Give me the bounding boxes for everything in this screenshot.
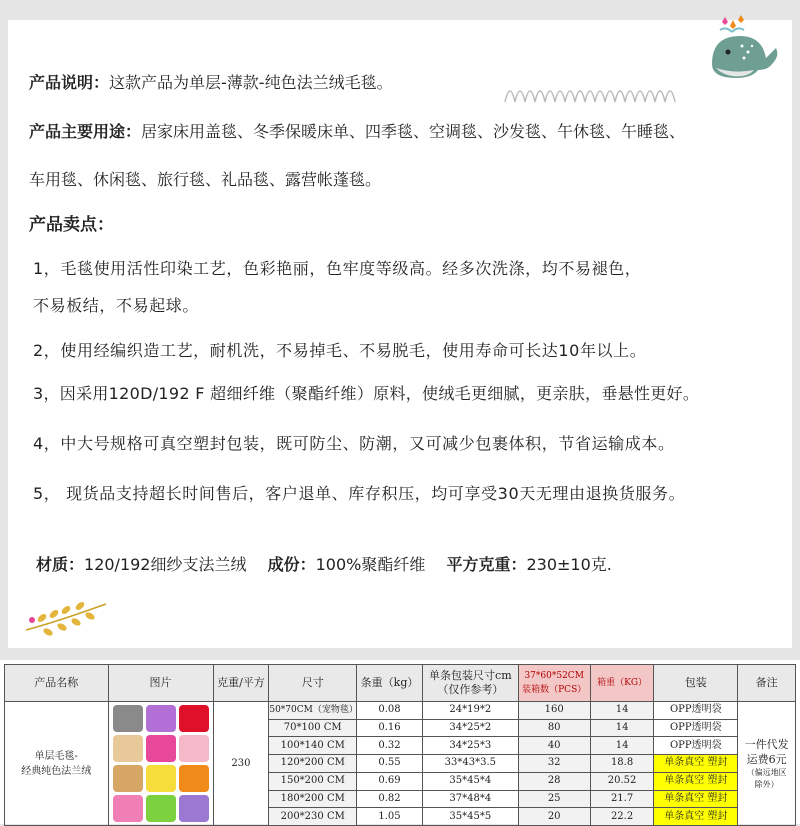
note-small: （偏远地区 除外）	[746, 767, 787, 789]
box-weight-cell: 22.2	[590, 808, 654, 826]
selling-point-3: 3，因采用120D/192 F 超细纤维（聚酯纤维）原料，使绒毛更细腻，更亲肤，垂悬性更好。	[33, 384, 700, 403]
blanket-color-swatch	[113, 705, 143, 732]
box-qty-cell: 25	[518, 790, 590, 808]
composition-label: 成份：	[267, 555, 316, 574]
specs-line	[36, 552, 628, 575]
box-weight-cell: 14	[590, 719, 654, 737]
weight-cell: 0.69	[357, 772, 423, 790]
blanket-color-swatch	[179, 765, 209, 792]
header-gsm: 克重/平方	[213, 665, 269, 702]
size-cell: 70*100 CM	[269, 719, 357, 737]
header-weight: 条重（kg）	[357, 665, 423, 702]
blanket-color-swatch	[146, 735, 176, 762]
packaging-cell: 单条真空 塑封	[654, 790, 738, 808]
usage-label: 产品主要用途：	[29, 122, 142, 141]
usage-line	[29, 119, 685, 142]
gsm-cell: 230	[213, 702, 269, 826]
description-text: 这款产品为单层-薄款-纯色法兰绒毛毯。	[109, 73, 393, 92]
note-main: 一件代发 运费6元	[744, 737, 789, 766]
blanket-color-swatch	[113, 735, 143, 762]
box-qty-cell: 40	[518, 737, 590, 755]
product-name-cell: 单层毛毯- 经典纯色法兰绒	[5, 702, 109, 826]
weight-cell: 1.05	[357, 808, 423, 826]
material-label: 材质：	[36, 555, 85, 574]
product-image-cell	[108, 702, 213, 826]
blanket-color-swatch	[146, 795, 176, 822]
selling-point-2: 2，使用经编织造工艺，耐机洗，不易掉毛、不易脱毛，使用寿命可长达10年以上。	[33, 341, 647, 360]
pack-size-cell: 37*48*4	[422, 790, 518, 808]
box-qty-cell: 20	[518, 808, 590, 826]
box-weight-cell: 14	[590, 702, 654, 720]
size-cell: 180*200 CM	[269, 790, 357, 808]
header-size: 尺寸	[269, 665, 357, 702]
weight-label: 平方克重：	[446, 555, 527, 574]
note-cell	[738, 702, 796, 826]
header-pack-size: 单条包装尺寸cm （仅作参考）	[422, 665, 518, 702]
weight-cell: 0.16	[357, 719, 423, 737]
pack-size-cell: 24*19*2	[422, 702, 518, 720]
box-weight-cell: 20.52	[590, 772, 654, 790]
composition-value: 100%聚酯纤维	[315, 555, 426, 574]
blanket-color-swatch	[113, 765, 143, 792]
spec-table-area	[0, 660, 800, 824]
box-qty-cell: 28	[518, 772, 590, 790]
selling-points-title: 产品卖点：	[29, 215, 114, 235]
selling-point-4: 4，中大号规格可真空塑封包装，既可防尘、防潮，又可减少包裹体积，节省运输成本。	[33, 434, 675, 453]
selling-point-5: 5， 现货品支持超长时间售后，客户退单、库存积压，均可享受30天无理由退换货服务。	[33, 484, 686, 503]
usage-line-2: 车用毯、休闲毯、旅行毯、礼品毯、露营帐蓬毯。	[29, 170, 382, 189]
header-packaging: 包装	[654, 665, 738, 702]
blanket-color-swatch	[146, 705, 176, 732]
selling-point-1-cont: 不易板结，不易起球。	[33, 296, 200, 315]
squiggle-decoration	[500, 72, 690, 112]
packaging-cell: 单条真空 塑封	[654, 755, 738, 773]
header-name: 产品名称	[5, 665, 109, 702]
blanket-color-swatch	[113, 795, 143, 822]
box-weight-cell: 18.8	[590, 755, 654, 773]
description-card	[8, 20, 792, 648]
box-qty-cell: 32	[518, 755, 590, 773]
table-row	[5, 702, 796, 720]
selling-point-1: 1，毛毯使用活性印染工艺，色彩艳丽，色牢度等级高。经多次洗涤，均不易褪色，	[33, 259, 642, 278]
size-cell: 120*200 CM	[269, 755, 357, 773]
pack-size-cell: 35*45*5	[422, 808, 518, 826]
leaf-branch-decoration	[22, 594, 112, 638]
pack-size-cell: 34*25*3	[422, 737, 518, 755]
description-label: 产品说明：	[29, 73, 110, 92]
blanket-color-swatch	[179, 795, 209, 822]
weight-cell: 0.32	[357, 737, 423, 755]
material-value: 120/192细纱支法兰绒	[84, 555, 247, 574]
blanket-color-swatch	[146, 765, 176, 792]
pack-size-cell: 33*43*3.5	[422, 755, 518, 773]
header-box-weight: 箱重（KG）	[590, 665, 654, 702]
box-weight-cell: 21.7	[590, 790, 654, 808]
box-weight-cell: 14	[590, 737, 654, 755]
size-cell: 100*140 CM	[269, 737, 357, 755]
header-box-qty: 37*60*52CM 装箱数（PCS）	[518, 665, 590, 702]
box-qty-cell: 80	[518, 719, 590, 737]
spec-table	[4, 664, 796, 826]
packaging-cell: 单条真空 塑封	[654, 808, 738, 826]
packaging-cell: OPP透明袋	[654, 737, 738, 755]
pack-size-cell: 35*45*4	[422, 772, 518, 790]
usage-text: 居家床用盖毯、冬季保暖床单、四季毯、空调毯、沙发毯、午休毯、午睡毯、	[141, 122, 686, 141]
weight-cell: 0.82	[357, 790, 423, 808]
box-qty-cell: 160	[518, 702, 590, 720]
size-cell: 50*70CM（宠物毯）	[269, 702, 357, 720]
color-swatch-grid	[109, 702, 213, 825]
size-cell: 150*200 CM	[269, 772, 357, 790]
header-image: 图片	[108, 665, 213, 702]
whale-icon	[702, 12, 784, 94]
pack-size-cell: 34*25*2	[422, 719, 518, 737]
size-cell: 200*230 CM	[269, 808, 357, 826]
table-header-row	[5, 665, 796, 702]
description-line	[29, 70, 393, 93]
blanket-color-swatch	[179, 705, 209, 732]
weight-cell: 0.08	[357, 702, 423, 720]
weight-value: 230±10克.	[526, 555, 612, 574]
blanket-color-swatch	[179, 735, 209, 762]
header-note: 备注	[738, 665, 796, 702]
packaging-cell: OPP透明袋	[654, 702, 738, 720]
packaging-cell: 单条真空 塑封	[654, 772, 738, 790]
packaging-cell: OPP透明袋	[654, 719, 738, 737]
weight-cell: 0.55	[357, 755, 423, 773]
